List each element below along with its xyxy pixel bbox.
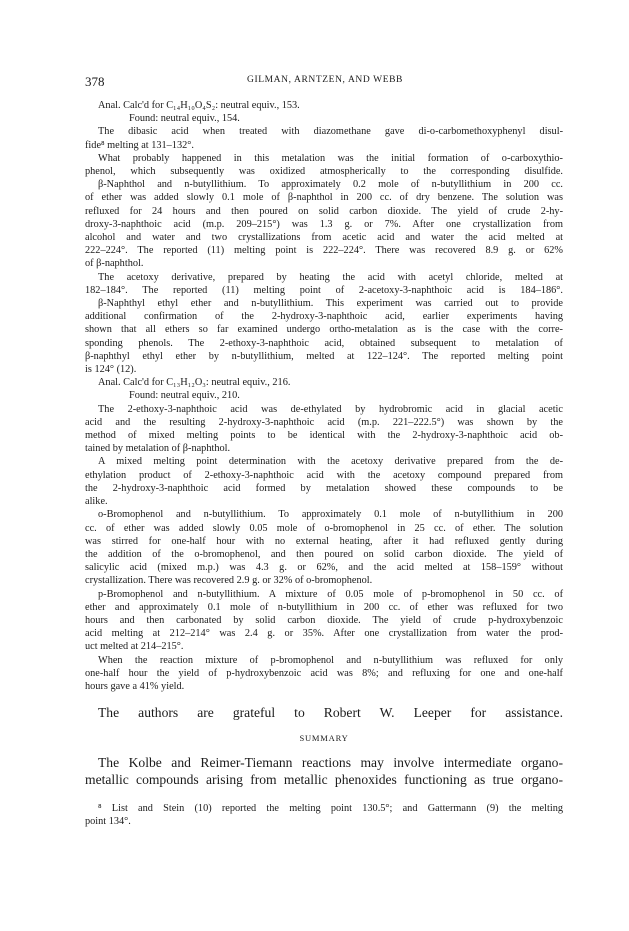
- text-line: ether and approximately 0.1 mole of n-butyllithium in 200 cc. of ether was refluxed for two: [85, 601, 563, 613]
- footnote-line: ⁸ List and Stein (10) reported the melting point 130.5°; and Gattermann (9) the melting: [98, 803, 563, 815]
- text-line: β-Naphthol and n-butyllithium. To approximately 0.2 mole of n-butyllithium in 200 cc.: [98, 179, 563, 191]
- text-line: β-Naphthyl ethyl ether and n-butyllithium. This experiment was carried out to provide: [98, 298, 563, 310]
- text-line: salicylic acid (mixed m.p.) was 4.3 g. or 62%, and the acid melted at 158–159° without: [85, 562, 563, 574]
- text-line: refluxed for 24 hours and then poured on solid carbon dioxide. The yield of crude 2-hy-: [85, 205, 563, 217]
- text-line: 222–224°. The reported (11) melting point is 222–224°. There was recovered 8.9 g. or 62%: [85, 245, 563, 257]
- text-line: shown that all ethers so far examined undergo ortho-metalation as is the case with the corre-: [85, 324, 563, 336]
- page-header: [85, 74, 565, 88]
- text-line: hours gave a 41% yield.: [85, 680, 185, 692]
- text-line: the addition of the o-bromophenol, and then poured on solid carbon dioxide. The yield of: [85, 548, 563, 560]
- experimental-text: [85, 99, 563, 693]
- text-line: uct melted at 214–215°.: [85, 641, 184, 653]
- summary-heading: SUMMARY: [299, 733, 349, 744]
- text-line: one-half hour the yield of p-hydroxybenzoic acid was 8%; and refluxing for one and one-half: [85, 667, 563, 679]
- text-line: was stirred for one-half hour with no external heating, after it had refluxed gently during: [85, 535, 563, 547]
- text-line: When the reaction mixture of p-bromophenol and n-butyllithium was refluxed for only: [98, 654, 563, 666]
- text-line: droxy-3-naphthoic acid (m.p. 209–215°) was 1.3 g. or 7%. After one crystallization from: [85, 218, 563, 230]
- text-line: is 124° (12).: [85, 364, 137, 376]
- text-line: What probably happened in this metalation was the initial formation of o-carboxythio-: [98, 152, 563, 164]
- text-line: phenol, which subsequently was oxidized atmospherically to the corresponding disulfide.: [85, 166, 563, 178]
- text-line: alcohol and water and two crystallizations from acetic acid and water the acid melted at: [85, 232, 563, 244]
- text-line: p-Bromophenol and n-butyllithium. A mixture of 0.05 mole of p-bromophenol in 50 cc. of: [98, 588, 563, 600]
- text-line: alike.: [85, 496, 108, 508]
- text-line: 182–184°. The reported (11) melting point of 2-acetoxy-3-naphthoic acid is 184–186°.: [85, 284, 563, 296]
- footnote-line: point 134°.: [85, 816, 131, 828]
- text-line: of ether was added slowly 0.1 mole of β-naphthol in 200 cc. of dry benzene. The solution was: [85, 192, 563, 204]
- text-line: tained by metalation of β-naphthol.: [85, 443, 231, 455]
- text-line: The acetoxy derivative, prepared by heating the acid with acetyl chloride, melted at: [98, 271, 563, 283]
- text-line: acid melting at 212–214° was 2.4 g. or 35%. After one crystallization from water the prod-: [85, 628, 563, 640]
- summary-line: The Kolbe and Reimer-Tiemann reactions may involve intermediate organo-: [98, 755, 563, 771]
- text-line: o-Bromophenol and n-butyllithium. To approximately 0.1 mole of n-butyllithium in 200: [98, 509, 563, 521]
- text-line: the 2-hydroxy-3-naphthoic acid formed by metalation showed these compounds to be: [85, 482, 563, 494]
- acknowledgment: The authors are grateful to Robert W. Leeper for assistance.: [98, 705, 563, 721]
- text-line: crystallization. There was recovered 2.9 g. or 32% of o-bromophenol.: [85, 575, 373, 587]
- text-line: sponding phenols. The 2-ethoxy-3-naphthoic acid, obtained subsequent to metalation of: [85, 337, 563, 349]
- text-line: The dibasic acid when treated with diazomethane gave di-o-carbomethoxyphenyl disul-: [98, 126, 563, 138]
- text-line: fide⁸ melting at 131–132°.: [85, 139, 194, 151]
- running-title: GILMAN, ARNTZEN, AND WEBB: [246, 75, 403, 85]
- text-line: Found: neutral equiv., 154.: [129, 113, 240, 125]
- text-line: hours and then carbonated by solid carbon dioxide. The yield of crude p-hydroxybenzoic: [85, 614, 563, 626]
- text-line: method of mixed melting points to be identical with the 2-hydroxy-3-naphthoic acid ob-: [85, 430, 563, 442]
- footnote: [85, 802, 563, 828]
- text-line: acid and the resulting 2-hydroxy-3-naphthoic acid (m.p. 221–222.5°) was shown by the: [85, 416, 563, 428]
- text-line: additional confirmation of the 2-hydroxy-3-naphthoic acid, earlier experiments having: [85, 311, 563, 323]
- text-line: The 2-ethoxy-3-naphthoic acid was de-ethylated by hydrobromic acid in glacial acetic: [98, 403, 563, 415]
- article-body: [85, 99, 563, 829]
- text-line: Found: neutral equiv., 210.: [129, 390, 240, 402]
- text-line: β-naphthyl ethyl ether by n-butyllithium, melted at 122–124°. The reported melting point: [85, 350, 563, 362]
- text-line: A mixed melting point determination with the acetoxy derivative prepared from the de-: [98, 456, 563, 468]
- text-line: Anal. Calc'd for C₁₃H₁₂O₃: neutral equiv., 216.: [98, 377, 291, 389]
- text-line: cc. of ether was added slowly 0.05 mole of o-bromophenol in 25 cc. of ether. The solution: [85, 522, 563, 534]
- text-line: of β-naphthol.: [85, 258, 144, 270]
- text-line: Anal. Calc'd for C₁₄H₁₀O₄S₂: neutral equiv., 153.: [98, 100, 300, 111]
- text-line: ethylation product of 2-ethoxy-3-naphthoic acid with the acetoxy compound prepared from: [85, 469, 563, 481]
- page-number: 378: [85, 74, 105, 89]
- summary-line: metallic compounds arising from metallic phenoxides functioning as true organo-: [85, 772, 563, 788]
